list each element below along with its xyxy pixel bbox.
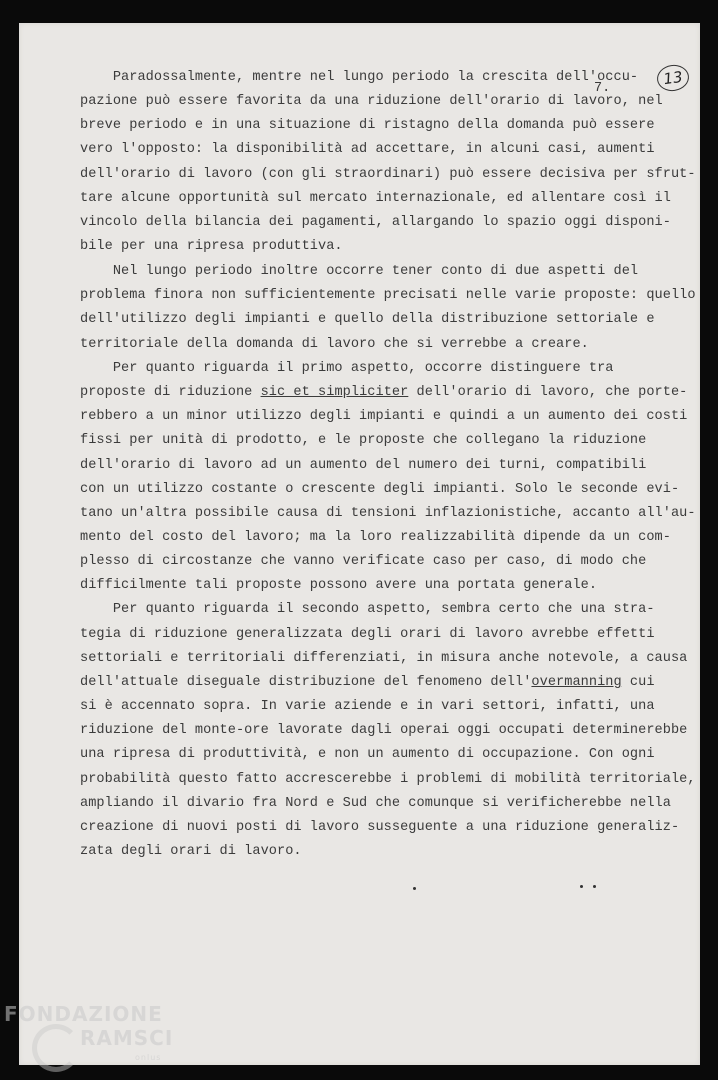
text-line <box>80 167 696 183</box>
underlined-phrase: sic et simpliciter <box>260 385 409 400</box>
text-line <box>80 651 687 667</box>
text-line-continuation: dell'orario di lavoro, che porte- <box>408 385 688 400</box>
ink-dot <box>580 885 583 888</box>
text-line <box>80 142 655 158</box>
text-line-content: proposte di riduzione <box>80 385 261 400</box>
text-line <box>80 458 646 474</box>
text-line <box>80 191 671 207</box>
text-line <box>80 409 687 425</box>
text-line <box>80 530 671 546</box>
page-number: 7. <box>594 81 611 96</box>
text-line-content: rebbero a un minor utilizzo degli impianti e quindi a un aumento dei costi <box>80 409 688 424</box>
underlined-term: overmanning <box>531 675 622 690</box>
text-line-content: Paradossalmente, mentre nel lungo periodo la crescita dell'occu- <box>80 70 639 85</box>
text-line-content: Per quanto riguarda il secondo aspetto, sembra certo che una stra- <box>80 602 655 617</box>
text-line <box>80 70 638 86</box>
watermark-line1: FONDAZIONE <box>4 1002 163 1026</box>
text-line <box>80 675 655 691</box>
text-line-content: tano un'altra possibile causa di tensioni inflazionistiche, accanto all'au- <box>80 506 696 521</box>
text-line-continuation: cui <box>621 675 655 690</box>
watermark-line2: RAMSCI <box>80 1026 174 1050</box>
archive-stamp-number: 13 <box>655 63 690 93</box>
text-line-content: si è accennato sopra. In varie aziende e in vari settori, infatti, una <box>80 699 655 714</box>
text-line-content: dell'attuale diseguale distribuzione del fenomeno dell' <box>80 675 532 690</box>
text-line <box>80 385 687 401</box>
text-line-content: dell'orario di lavoro (con gli straordinari) può essere decisiva per sfrut- <box>80 167 696 182</box>
text-line-content: Per quanto riguarda il primo aspetto, occorre distinguere tra <box>80 361 614 376</box>
text-line-content: zata degli orari di lavoro. <box>80 844 302 859</box>
text-line-content: dell'utilizzo degli impianti e quello della distribuzione settoriale e <box>80 312 655 327</box>
text-line <box>80 699 655 715</box>
text-line-content: mento del costo del lavoro; ma la loro realizzabilità dipende da un com- <box>80 530 671 545</box>
ink-dot <box>593 885 596 888</box>
text-line <box>80 288 696 304</box>
text-line-content: fissi per unità di prodotto, e le proposte che collegano la riduzione <box>80 433 647 448</box>
ink-dot <box>413 887 416 890</box>
text-line <box>80 578 597 594</box>
text-line-content: difficilmente tali proposte possono avere una portata generale. <box>80 578 598 593</box>
text-line <box>80 361 614 377</box>
text-line-content: settoriali e territoriali differenziati, in misura anche notevole, a causa <box>80 651 688 666</box>
text-line <box>80 94 663 110</box>
text-line-content: bile per una ripresa produttiva. <box>80 239 343 254</box>
text-line <box>80 215 671 231</box>
text-line-content: vero l'opposto: la disponibilità ad accettare, in alcuni casi, aumenti <box>80 142 655 157</box>
text-line <box>80 337 589 353</box>
text-line-content: pazione può essere favorita da una riduzione dell'orario di lavoro, nel <box>80 94 663 109</box>
watermark-g-logo-icon <box>32 1024 80 1072</box>
text-line <box>80 772 696 788</box>
text-line-content: probabilità questo fatto accrescerebbe i problemi di mobilità territoriale, <box>80 772 696 787</box>
text-line <box>80 433 646 449</box>
text-line <box>80 239 343 255</box>
text-line-content: tare alcune opportunità sul mercato internazionale, ed allentare così il <box>80 191 671 206</box>
text-line-content: con un utilizzo costante o crescente degli impianti. Solo le seconde evi- <box>80 482 680 497</box>
text-line-content: tegia di riduzione generalizzata degli orari di lavoro avrebbe effetti <box>80 627 655 642</box>
text-line <box>80 264 638 280</box>
text-line-content: plesso di circostanze che vanno verificate caso per caso, di modo che <box>80 554 647 569</box>
text-line-content: breve periodo e in una situazione di ristagno della domanda può essere <box>80 118 655 133</box>
text-line <box>80 312 655 328</box>
text-line <box>80 118 655 134</box>
text-line-content: riduzione del monte-ore lavorate dagli operai oggi occupati determinerebbe <box>80 723 688 738</box>
text-line-content: una ripresa di produttività, e non un aumento di occupazione. Con ogni <box>80 747 655 762</box>
text-line <box>80 602 655 618</box>
text-line-content: creazione di nuovi posti di lavoro susseguente a una riduzione generaliz- <box>80 820 680 835</box>
text-line-content: territoriale della domanda di lavoro che si verrebbe a creare. <box>80 337 589 352</box>
text-line <box>80 554 646 570</box>
text-line <box>80 723 687 739</box>
text-line-content: problema finora non sufficientemente precisati nelle varie proposte: quello <box>80 288 696 303</box>
fondazione-gramsci-watermark <box>4 1002 174 1062</box>
text-line <box>80 506 696 522</box>
text-line <box>80 627 655 643</box>
text-line <box>80 820 679 836</box>
text-line-content: vincolo della bilancia dei pagamenti, allargando lo spazio oggi disponi- <box>80 215 671 230</box>
text-line <box>80 844 302 860</box>
text-line-content: dell'orario di lavoro ad un aumento del numero dei turni, compatibili <box>80 458 647 473</box>
text-line-content: ampliando il divario fra Nord e Sud che comunque si verificherebbe nella <box>80 796 671 811</box>
watermark-small: onlus <box>135 1053 162 1062</box>
text-line <box>80 796 671 812</box>
text-line-content: Nel lungo periodo inoltre occorre tener conto di due aspetti del <box>80 264 639 279</box>
text-line <box>80 747 655 763</box>
text-line <box>80 482 679 498</box>
